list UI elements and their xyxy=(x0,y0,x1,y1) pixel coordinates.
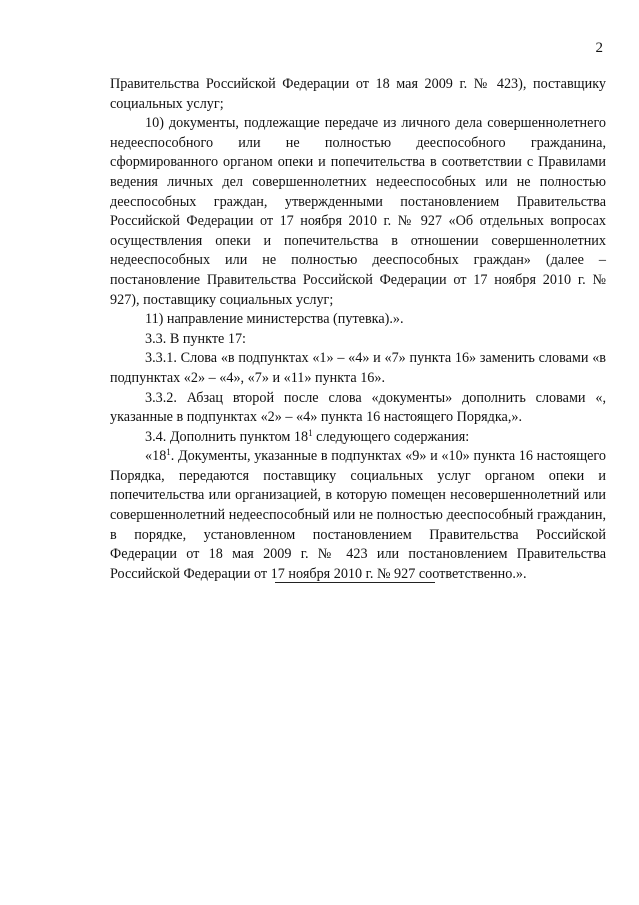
superscript-mark: 1 xyxy=(308,427,313,438)
paragraph-18-1-text-start: «18 xyxy=(145,448,167,465)
page-number: 2 xyxy=(595,40,603,56)
superscript-mark: 1 xyxy=(166,447,171,458)
paragraph-item-11: 11) направление министерства (путевка).». xyxy=(145,311,404,328)
paragraph-item-10: 10) документы, подлежащие передаче из личного дела совершеннолетнего недееспособного или не полностью дееспособного гражданина, сформированного органом опеки и попечительства в соответствии с Правилами ведения личных дел совершеннолетних недееспособных или не полностью дееспособных граждан, утвержденными постановлением Правительства Российской Федерации от 17 ноября 2010 г. № 927 «Об отдельных вопросах осуществления опеки и попечительства в отношении совершеннолетних недееспособных или не полностью дееспособных граждан» (далее – постановление Правительства Российской Федерации от 17 ноября 2010 г. № 927), поставщику социальных услуг; xyxy=(110,115,606,308)
paragraph-3-3-1: 3.3.1. Слова «в подпунктах «1» – «4» и «7» пункта 16» заменить словами «в подпунктах «2» – «4», «7» и «11» пункта 16». xyxy=(110,350,606,386)
end-divider-line xyxy=(275,582,435,583)
paragraph-3-4-text-end: следующего содержания: xyxy=(312,428,470,445)
paragraph-18-1 xyxy=(110,447,606,584)
paragraph-3-3-2: 3.3.2. Абзац второй после слова «документы» дополнить словами «, указанные в подпунктах «2» – «4» пункта 16 настоящего Порядка,». xyxy=(110,389,606,426)
paragraph-previous-continuation: Правительства Российской Федерации от 18 мая 2009 г. № 423), поставщику социальных услуг; xyxy=(110,76,606,112)
paragraph-3-4 xyxy=(110,428,606,448)
paragraph-3-4-text-start: 3.4. Дополнить пунктом 18 xyxy=(145,428,309,445)
document-body xyxy=(110,75,606,584)
paragraph-3-3-heading: 3.3. В пункте 17: xyxy=(145,330,246,347)
paragraph-18-1-text-end: . Документы, указанные в подпунктах «9» и «10» пункта 16 настоящего Порядка, передаются поставщику социальных услуг органом опеки и попечительства или организацией, в которую помещен несовершеннолетний или совершеннолетний недееспособный или не полностью дееспособный гражданин, в порядке, установленном постановлением Правительства Российской Федерации от 18 мая 2009 г. № 423 или постановлением Правительства Российской Федерации от 17 ноября 2010 г. № 927 соответственно.». xyxy=(110,448,606,582)
